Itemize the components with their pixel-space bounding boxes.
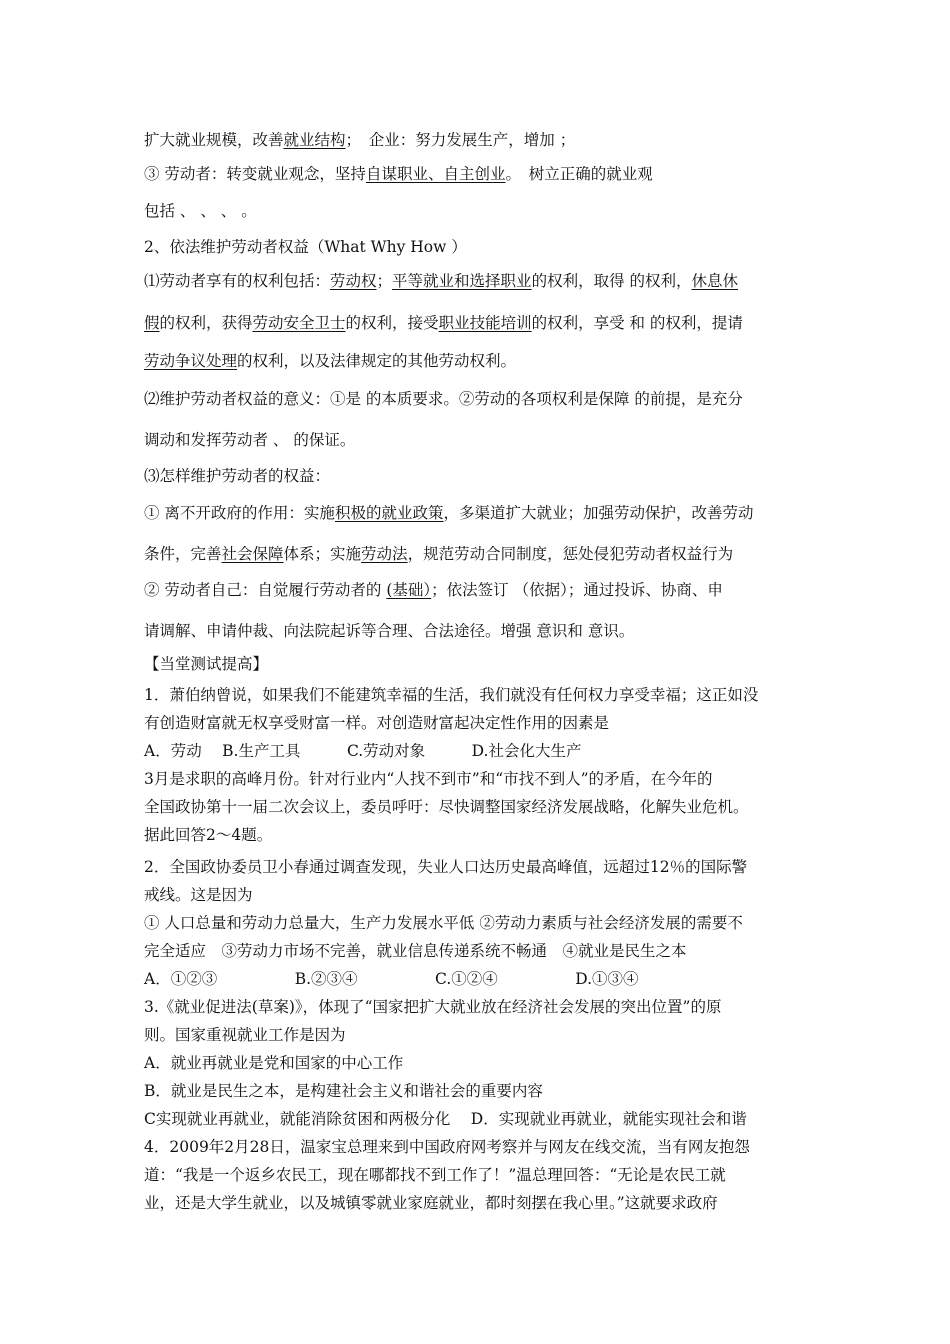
text-span: 的权利，获得 [159,314,253,332]
text-span: 3月是求职的高峰月份。针对行业内“人找不到市”和“市找不到人”的矛盾，在今年的 [144,770,713,788]
text-line [144,544,733,564]
text-span: A．劳动 B.生产工具 C.劳动对象 D.社会化大生产 [144,742,582,760]
underlined-term: 职业技能培训 [438,314,532,332]
text-line [144,351,516,371]
text-span: ，多渠道扩大就业；加强劳动保护，改善劳动 [443,504,754,522]
text-span: ；依法签订 （依据）；通过投诉、协商、申 [431,581,723,599]
text-span: 全国政协第十一届二次会议上，委员呼吁：尽快调整国家经济发展战略，化解失业危机。 [144,798,749,816]
text-span: ③ 劳动者：转变就业观念，坚持 [144,165,366,183]
text-line [144,1053,403,1073]
text-line [144,825,272,845]
text-span: B．就业是民生之本，是构建社会主义和谐社会的重要内容 [144,1082,543,1100]
text-line [144,741,581,761]
text-span: 据此回答2～4题。 [144,826,273,844]
text-line [144,1081,543,1101]
text-span: ① 人口总量和劳动力总量大，生产力发展水平低 ②劳动力素质与社会经济发展的需要不 [144,914,743,932]
text-span: 有创造财富就无权享受财富一样。对创造财富起决定性作用的因素是 [144,714,610,732]
underlined-term: 就业结构 [283,131,346,149]
text-line [144,654,268,674]
text-line [144,1109,747,1129]
text-line [144,941,687,961]
text-line [144,885,253,905]
text-line [144,913,743,933]
text-span: 业，还是大学生就业，以及城镇零就业家庭就业，都时刻摆在我心里。”这就要求政府 [144,1194,718,1212]
text-span: 4．2009年2月28日，温家宝总理来到中国政府网考察并与网友在线交流，当有网友抱怨 [144,1138,750,1156]
text-span: 的权利，享受 和 的权利，提请 [531,314,743,332]
text-line [144,969,639,989]
text-line [144,580,723,600]
text-span: ，规范劳动合同制度，惩处侵犯劳动者权益行为 [407,545,734,563]
text-line [144,797,749,817]
text-span: 的权利，以及法律规定的其他劳动权利。 [237,352,517,370]
underlined-term: 劳动争议处理 [144,352,238,370]
text-span: 体系；实施 [283,545,362,563]
underlined-term: 休息休 [691,272,739,290]
text-line [144,430,355,450]
text-span: ② 劳动者自己：自觉履行劳动者的 [144,581,387,599]
underlined-term: 自谋职业、自主创业 [365,165,506,183]
text-span: 的权利，接受 [345,314,439,332]
underlined-term: 社会保障 [221,545,284,563]
text-span: 3.《就业促进法(草案)》，体现了“国家把扩大就业放在经济社会发展的突出位置”的原 [144,998,722,1016]
text-span: 的权利，取得 的权利， [531,272,692,290]
text-span: 请调解、申请仲裁、向法院起诉等合理、合法途径。增强 意识和 意识。 [144,622,635,640]
text-line [144,1165,726,1185]
text-span: 。 树立正确的就业观 [505,165,653,183]
text-span: 调动和发挥劳动者 、 的保证。 [144,431,356,449]
text-line [144,201,257,221]
text-line [144,503,753,523]
text-line [144,769,713,789]
text-line [144,621,634,641]
text-line [144,857,747,877]
text-span: ① 离不开政府的作用：实施 [144,504,335,522]
underlined-term: (基础） [386,581,432,599]
text-line [144,713,609,733]
text-span: ； 企业：努力发展生产，增加 ； [345,131,576,149]
text-span: 戒线。这是因为 [144,886,253,904]
text-span: 2、依法维护劳动者权益（What Why How ） [144,238,467,256]
text-span: ⑶怎样维护劳动者的权益： [144,467,331,485]
text-span: ⑴劳动者享有的权利包括： [144,272,331,290]
text-line [144,1193,718,1213]
underlined-term: 劳动安全卫士 [252,314,346,332]
text-line [144,313,743,333]
underlined-term: 积极的就业政策 [334,504,444,522]
text-span: 则。国家重视就业工作是因为 [144,1026,346,1044]
underlined-term: 劳动权 [330,272,377,290]
text-span: ⑵维护劳动者权益的意义：①是 的本质要求。②劳动的各项权利是保障 的前提，是充分 [144,390,743,408]
underlined-term: 平等就业和选择职业 [392,272,532,290]
text-line [144,271,738,291]
text-line [144,997,721,1017]
text-line [144,237,467,257]
text-span: 完全适应 ③劳动力市场不完善，就业信息传递系统不畅通 ④就业是民生之本 [144,942,687,960]
text-line [144,685,758,705]
text-line [144,164,653,184]
text-span: 【当堂测试提高】 [144,655,269,673]
text-span: 条件，完善 [144,545,222,563]
text-line [144,1137,750,1157]
text-line [144,466,330,486]
text-span: 2．全国政协委员卫小春通过调查发现，失业人口达历史最高峰值，远超过12％的国际警 [144,858,748,876]
text-span: 道：“我是一个返乡农民工，现在哪都找不到工作了！”温总理回答：“无论是农民工就 [144,1166,726,1184]
text-line [144,389,743,409]
text-span: 扩大就业规模，改善 [144,131,284,149]
text-span: A．①②③ B.②③④ C.①②④ D.①③④ [144,970,639,988]
text-span: 1．萧伯纳曾说，如果我们不能建筑幸福的生活，我们就没有任何权力享受幸福；这正如没 [144,686,759,704]
underlined-term: 劳动法 [361,545,408,563]
text-span: 包括 、 、 、 。 [144,202,257,220]
text-line [144,130,575,150]
text-line [144,1025,346,1045]
text-span: ； [376,272,393,290]
text-span: C实现就业再就业，就能消除贫困和两极分化 D．实现就业再就业，就能实现社会和谐 [144,1110,747,1128]
text-span: A．就业再就业是党和国家的中心工作 [144,1054,404,1072]
underlined-term: 假 [144,314,160,332]
